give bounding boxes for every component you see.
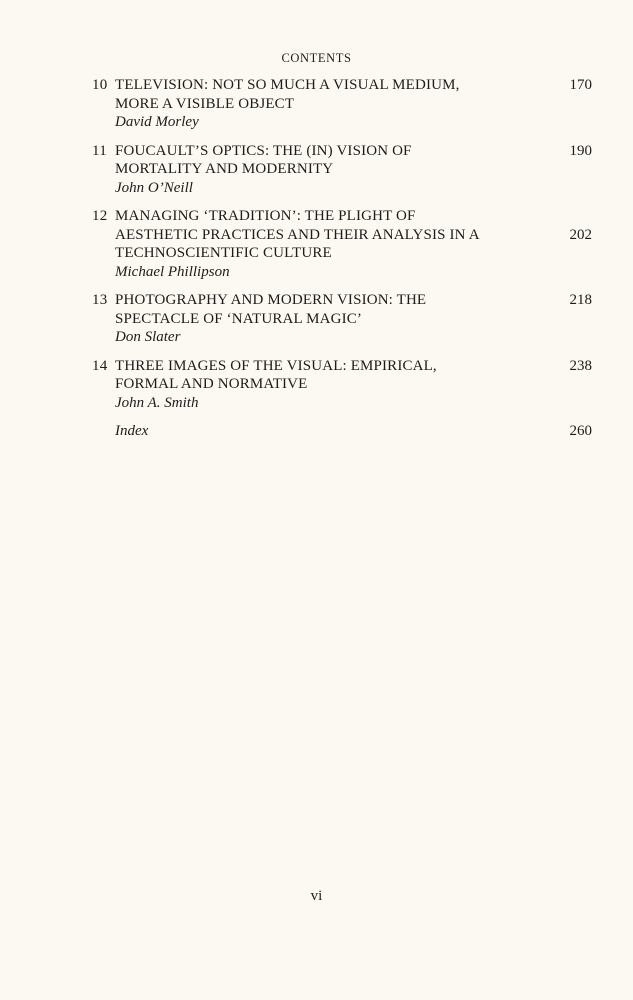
chapter-author: Michael Phillipson: [115, 263, 230, 280]
toc-entry-14[interactable]: [92, 357, 592, 413]
toc-entry-10[interactable]: [92, 76, 592, 132]
chapter-title-line: TELEVISION: NOT SO MUCH A VISUAL MEDIUM,: [115, 77, 460, 93]
chapter-author: David Morley: [115, 114, 199, 130]
table-of-contents: [92, 76, 592, 441]
index-label: Index: [115, 423, 149, 439]
toc-entry-12[interactable]: [92, 207, 592, 281]
chapter-author: Don Slater: [115, 329, 181, 345]
chapter-author: John A. Smith: [115, 394, 199, 411]
chapter-number: 14: [92, 357, 108, 374]
page-number: 170: [569, 77, 592, 93]
chapter-author: John O’Neill: [115, 179, 193, 196]
chapter-number: 12: [92, 208, 108, 224]
chapter-title-line: AESTHETIC PRACTICES AND THEIR ANALYSIS IN A: [115, 226, 480, 243]
running-head: CONTENTS: [281, 51, 352, 65]
chapter-number: 13: [92, 292, 108, 308]
page-number: 190: [569, 142, 592, 159]
chapter-title-line: PHOTOGRAPHY AND MODERN VISION: THE: [115, 292, 427, 308]
chapter-number: 11: [92, 142, 108, 159]
chapter-title-line: SPECTACLE OF ‘NATURAL MAGIC’: [115, 310, 363, 327]
chapter-title-line: TECHNOSCIENTIFIC CULTURE: [115, 245, 332, 261]
page-number: 238: [569, 357, 592, 374]
page-number: 260: [569, 423, 592, 439]
chapter-number: 10: [92, 77, 108, 93]
toc-entry-index[interactable]: [92, 422, 592, 441]
toc-entry-11[interactable]: [92, 142, 592, 198]
chapter-title-line: MANAGING ‘TRADITION’: THE PLIGHT OF: [115, 208, 416, 224]
chapter-title-line: FOUCAULT’S OPTICS: THE (IN) VISION OF: [115, 142, 412, 159]
chapter-title-line: FORMAL AND NORMATIVE: [115, 376, 308, 392]
toc-entry-13[interactable]: [92, 291, 592, 347]
page-number: 202: [569, 226, 592, 243]
page-number: 218: [569, 292, 592, 308]
chapter-title-line: THREE IMAGES OF THE VISUAL: EMPIRICAL,: [115, 357, 437, 374]
chapter-title-line: MORTALITY AND MODERNITY: [115, 161, 334, 177]
folio-page-number: vi: [310, 888, 323, 904]
chapter-title-line: MORE A VISIBLE OBJECT: [115, 95, 295, 112]
